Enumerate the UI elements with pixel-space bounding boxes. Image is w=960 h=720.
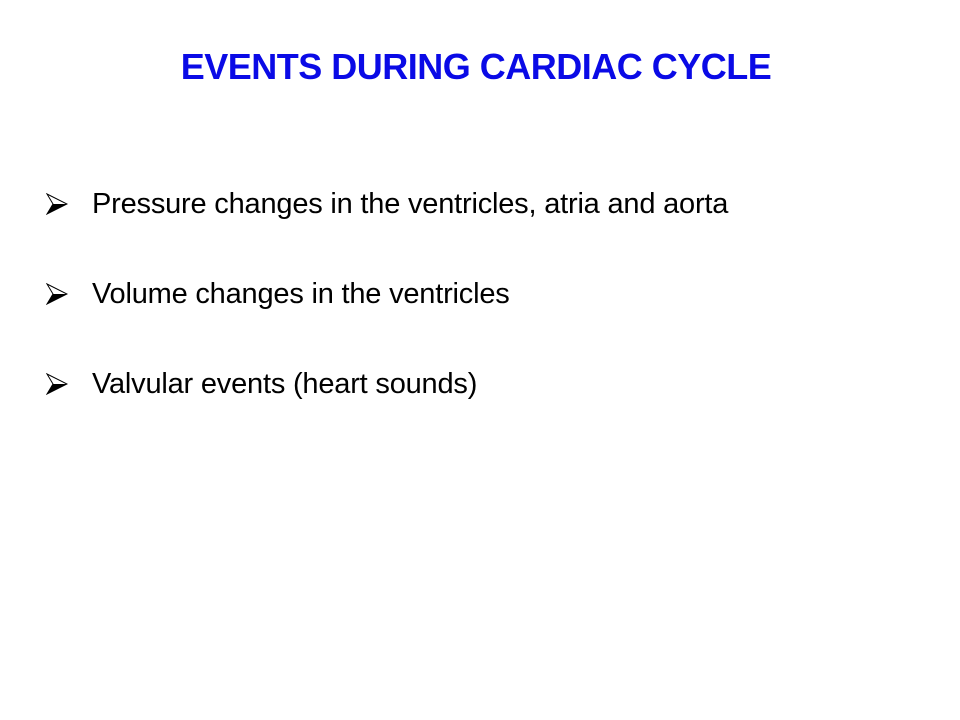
bullet-item [46,186,728,222]
bullet-item [46,276,728,312]
bullet-list [46,186,728,456]
bullet-text: Pressure changes in the ventricles, atria and aorta [92,187,729,220]
bullet-text: Valvular events (heart sounds) [92,367,478,400]
bullet-item [46,366,728,402]
arrowhead-bullet-icon [46,193,68,215]
arrowhead-bullet-icon [46,373,68,395]
bullet-text: Volume changes in the ventricles [92,277,510,310]
slide-title: EVENTS DURING CARDIAC CYCLE [180,46,772,87]
arrowhead-bullet-icon [46,283,68,305]
